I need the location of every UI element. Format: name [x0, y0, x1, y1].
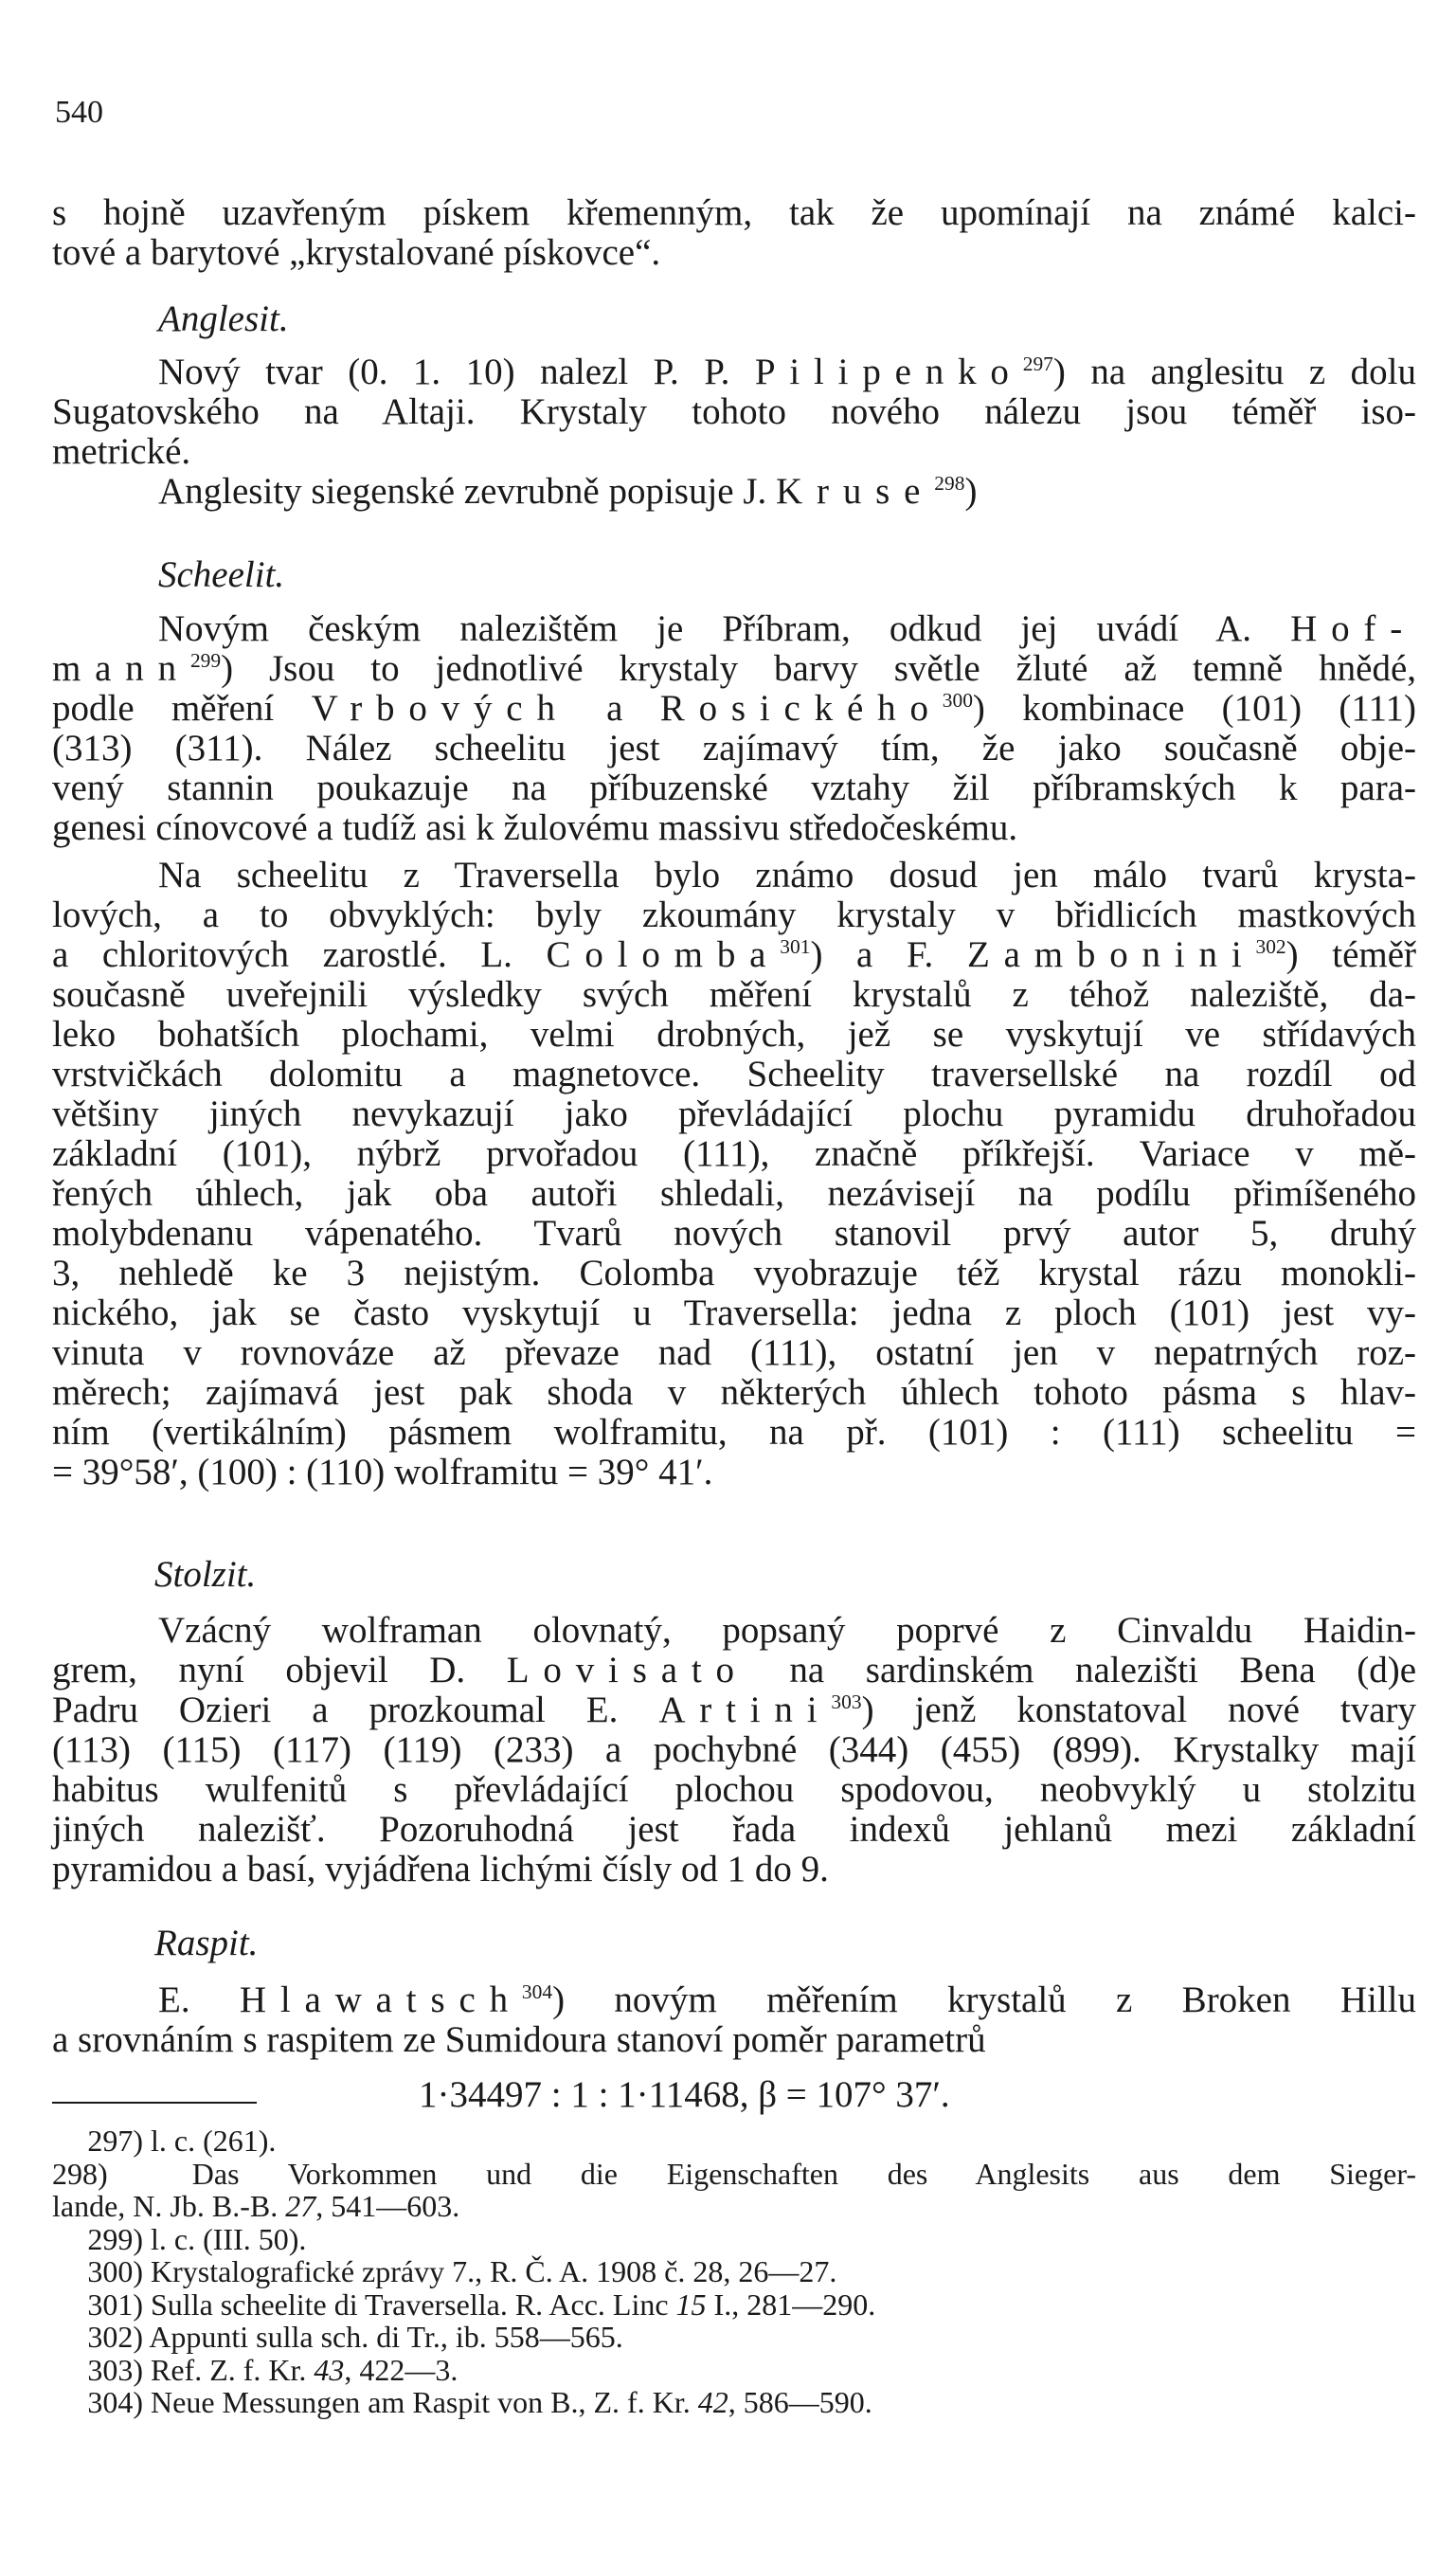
- text-line: jiných nalezišť. Pozoruhodná jest řada indexů jehlanů mezi základní: [52, 1809, 1416, 1850]
- text-line: = 39°58′, (100) : (110) wolframitu = 39° 41′.: [52, 1452, 713, 1492]
- intro-paragraph: [52, 193, 1416, 273]
- text-line: a srovnáním s raspitem ze Sumidoura stanoví poměr parametrů: [52, 2019, 986, 2060]
- parameter-formula: [52, 2075, 1416, 2115]
- section-heading: Stolzit.: [154, 1554, 257, 1595]
- footnote-mark: 302): [87, 2320, 143, 2354]
- author-name: Colomba: [546, 934, 781, 975]
- text-line: leko bohatších plochami, velmi drobných, jež se vyskytují ve střídavých: [52, 1014, 1416, 1055]
- text-line: (313) (311). Nález scheelitu jest zajímavý tím, že jako současně obje-: [52, 728, 1416, 768]
- text-line: většiny jiných nevykazují jako převládající plochu pyramidu druhořadou: [52, 1094, 1416, 1134]
- section-raspit: [52, 1924, 1416, 1963]
- footnote: 297) l. c. (261).: [52, 2124, 1416, 2158]
- page-number: 540: [55, 95, 103, 130]
- footnote-ref[interactable]: 304: [521, 1980, 553, 2003]
- text-line: ním (vertikálním) pásmem wolframitu, na př. (101) : (111) scheelitu =: [52, 1412, 1416, 1453]
- text-line: lových, a to obvyklých: byly zkoumány krystaly v břidlicích mastkových: [52, 895, 1416, 935]
- text-line: E. Hlawatsch$^{304}$) novým měřením krystalů z Broken Hillu: [158, 1979, 1417, 2020]
- footnote-ref[interactable]: 300: [942, 689, 973, 712]
- author-name: Vrbových: [311, 688, 569, 729]
- text-line: podle měření Vrbových a Rosického$^{300}$) kombinace (101) (111): [52, 688, 1417, 729]
- text-line: Anglesity siegenské zevrubně popisuje J. Kruse$^{298}$): [158, 471, 978, 512]
- scheelit-paragraph-1: [52, 609, 1416, 848]
- footnote-ref[interactable]: 298: [934, 472, 965, 495]
- text-line: vrstvičkách dolomitu a magnetovce. Scheelity traversellské na rozdíl od: [52, 1054, 1416, 1094]
- text-line: molybdenanu vápenatého. Tvarů nových stanovil prvý autor 5, druhý: [52, 1213, 1416, 1254]
- text-line: současně uveřejnili výsledky svých měření krystalů z téhož naleziště, da-: [52, 974, 1416, 1015]
- section-heading: Anglesit.: [158, 298, 289, 339]
- text-line: Nový tvar (0. 1. 10) nalezl P. P. Pilipenko$^{297}$) na anglesitu z dolu: [158, 352, 1417, 392]
- text-line: Sugatovského na Altaji. Krystaly tohoto nového nálezu jsou téměř iso-: [52, 391, 1416, 432]
- stolzit-paragraph: [52, 1611, 1416, 1889]
- raspit-paragraph: [52, 1980, 1416, 2060]
- footnote-mark: 300): [87, 2254, 143, 2288]
- footnote-continuation: lande, N. Jb. B.-B. 27, 541—603.: [52, 2189, 460, 2223]
- footnote: 299) l. c. (III. 50).: [52, 2223, 1416, 2256]
- footnote-ref[interactable]: 299: [189, 649, 222, 672]
- footnote: 300) Krystalografické zprávy 7., R. Č. A. 1908 č. 28, 26—27.: [52, 2255, 1416, 2288]
- footnote-mark: 298): [52, 2156, 108, 2191]
- text-line: 3, nehledě ke 3 nejistým. Colomba vyobrazuje též krystal rázu monokli-: [52, 1253, 1416, 1293]
- text-line: Na scheelitu z Traversella bylo známo dosud jen málo tvarů krysta-: [158, 855, 1416, 895]
- text-line: nického, jak se často vyskytují u Traversella: jedna z ploch (101) jest vy-: [52, 1293, 1416, 1333]
- text-line: pyramidou a basí, vyjádřena lichými čísly od 1 do 9.: [52, 1849, 829, 1889]
- anglesit-paragraph: [52, 353, 1416, 512]
- text-line: mann$^{299}$) Jsou to jednotlivé krystaly barvy světle žluté až temně hnědé,: [52, 648, 1416, 689]
- footnote: 303) Ref. Z. f. Kr. 43, 422—3.: [52, 2354, 1416, 2387]
- author-name: Zambonini: [966, 934, 1256, 975]
- section-heading: Scheelit.: [158, 554, 285, 595]
- footnote: 301) Sulla scheelite di Traversella. R. Acc. Linc 15 I., 281—290.: [52, 2288, 1416, 2322]
- author-name: Lovisato: [506, 1650, 748, 1690]
- footnote-mark: 304): [87, 2385, 143, 2419]
- text-line: grem, nyní objevil D. Lovisato na sardinském nalezišti Bena (d)e: [52, 1650, 1417, 1690]
- section-stolzit: [52, 1555, 1416, 1595]
- footnote-ref[interactable]: 302: [1255, 935, 1286, 958]
- text-line: řených úhlech, jak oba autoři shledali, nezávisejí na podílu přimíšeného: [52, 1173, 1416, 1214]
- text-line: genesi cínovcové a tudíž asi k žulovému massivu středočeskému.: [52, 807, 1018, 848]
- text-line: Vzácný wolframan olovnatý, popsaný poprvé z Cinvaldu Haidin-: [158, 1610, 1416, 1651]
- text-line: základní (101), nýbrž prvořadou (111), značně příkřejší. Variace v mě-: [52, 1133, 1416, 1174]
- footnote-ref[interactable]: 303: [831, 1690, 862, 1713]
- footnote: 304) Neue Messungen am Raspit von B., Z. f. Kr. 42, 586—590.: [52, 2386, 1416, 2419]
- author-name: Hlawatsch: [239, 1979, 522, 2020]
- text-line: Novým českým nalezištěm je Příbram, odkud jej uvádí A. Hof-: [158, 608, 1417, 649]
- author-name: Hof-: [1290, 608, 1417, 649]
- text-line: a chloritových zarostlé. L. Colomba$^{301}$) a F. Zambonini$^{302}$) téměř: [52, 934, 1417, 975]
- author-name: Rosického: [659, 688, 943, 729]
- text-line: metrické.: [52, 431, 191, 472]
- section-heading: Raspit.: [154, 1923, 259, 1963]
- footnote-divider: [52, 2102, 257, 2104]
- footnote-ref[interactable]: 301: [780, 935, 811, 958]
- text-line: Padru Ozieri a prozkoumal E. Artini$^{303}$) jenž konstatoval nové tvary: [52, 1690, 1417, 1730]
- text-line: vený stannin poukazuje na příbuzenské vztahy žil příbramských k para-: [52, 768, 1416, 808]
- author-name: mann: [52, 648, 190, 689]
- footnote-mark: 301): [87, 2287, 143, 2322]
- formula-text: 1·34497 : 1 : 1·11468, β = 107° 37′.: [419, 2074, 950, 2115]
- author-name: Artini: [658, 1690, 832, 1730]
- footnotes: [52, 2124, 1416, 2419]
- author-name: Kruse: [776, 471, 935, 512]
- text-line: s hojně uzavřeným pískem křemenným, tak že upomínají na známé kalci-: [52, 192, 1416, 233]
- section-scheelit: [52, 555, 1416, 595]
- text-line: vinuta v rovnováze až převaze nad (111), ostatní jen v nepatrných roz-: [52, 1332, 1416, 1373]
- text-line: (113) (115) (117) (119) (233) a pochybné (344) (455) (899). Krystalky mají: [52, 1729, 1416, 1770]
- footnote-mark: 303): [87, 2352, 143, 2387]
- scheelit-paragraph-2: [52, 856, 1416, 1492]
- footnote: 298) Das Vorkommen und die Eigenschaften des Anglesits aus dem Sieger-: [52, 2156, 1417, 2191]
- author-name: Pilipenko: [754, 352, 1023, 392]
- footnote-mark: 299): [87, 2221, 143, 2256]
- text-line: habitus wulfenitů s převládající plochou spodovou, neobvyklý u stolzitu: [52, 1769, 1416, 1810]
- footnote: 302) Appunti sulla sch. di Tr., ib. 558—565.: [52, 2321, 1416, 2354]
- footnote-mark: 297): [87, 2124, 143, 2158]
- text-line: tové a barytové „krystalované pískovce“.: [52, 232, 661, 273]
- section-anglesit: [52, 299, 1416, 339]
- text-line: měrech; zajímavá jest pak shoda v některých úhlech tohoto pásma s hlav-: [52, 1372, 1416, 1413]
- footnote-ref[interactable]: 297: [1022, 353, 1053, 375]
